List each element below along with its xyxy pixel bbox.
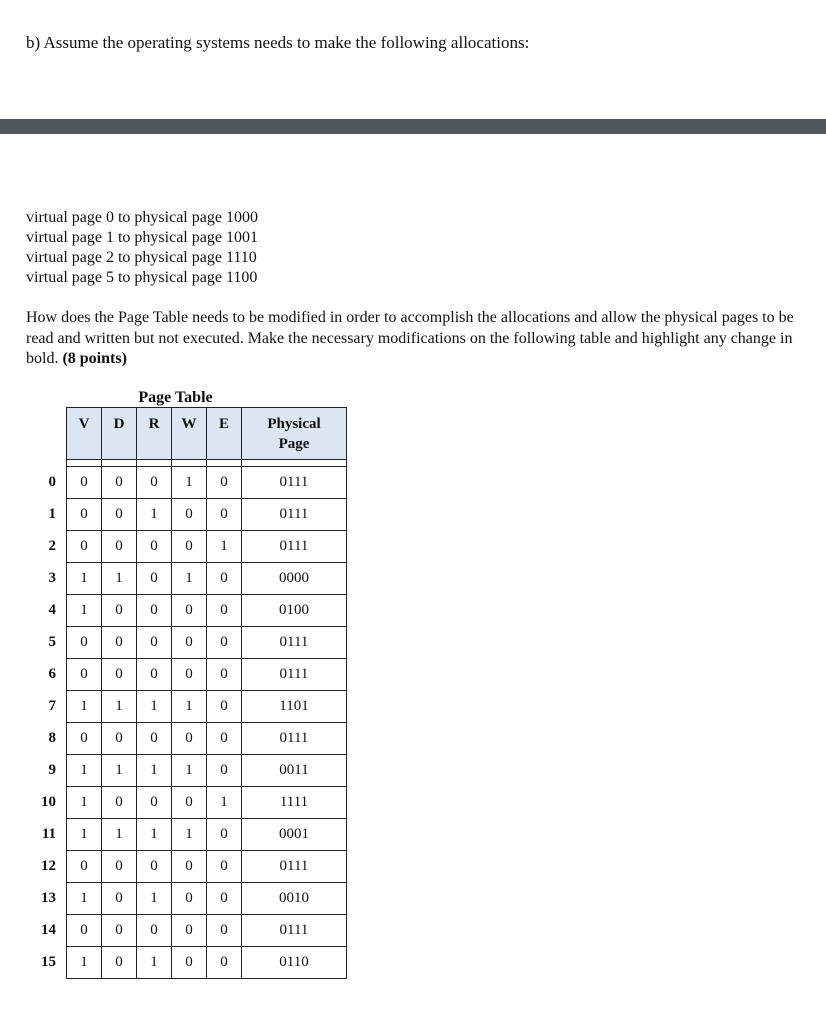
bit-cell-w: 0 <box>172 947 207 979</box>
bit-cell-d: 0 <box>102 947 137 979</box>
header-physical-line2: Page <box>278 436 310 452</box>
allocation-item: virtual page 5 to physical page 1100 <box>26 269 258 286</box>
table-row <box>67 947 347 979</box>
bit-cell-w: 0 <box>172 595 207 627</box>
bit-cell-e: 0 <box>207 883 242 915</box>
bit-cell-e: 0 <box>207 851 242 883</box>
allocation-item: virtual page 1 to physical page 1001 <box>26 229 258 246</box>
page-table-title: Page Table <box>138 389 213 406</box>
physical-page-cell: 0011 <box>242 755 347 787</box>
table-row <box>67 819 347 851</box>
table-row <box>67 915 347 947</box>
row-index-label: 7 <box>48 698 56 714</box>
bit-cell-v: 1 <box>67 883 102 915</box>
bit-cell-r: 1 <box>137 691 172 723</box>
row-index-label: 10 <box>41 794 56 810</box>
bit-cell-r: 1 <box>137 755 172 787</box>
bit-cell-v: 0 <box>67 915 102 947</box>
row-index-label: 15 <box>41 954 56 970</box>
bit-cell-r: 1 <box>137 947 172 979</box>
bit-cell-v: 1 <box>67 755 102 787</box>
table-row <box>67 723 347 755</box>
header-physical-page <box>242 408 347 460</box>
bit-cell-w: 0 <box>172 723 207 755</box>
row-index-label: 14 <box>41 922 56 938</box>
bit-cell-r: 1 <box>137 883 172 915</box>
physical-page-cell: 1101 <box>242 691 347 723</box>
page-table <box>66 407 347 979</box>
bit-cell-e: 0 <box>207 627 242 659</box>
physical-page-cell: 0111 <box>242 851 347 883</box>
table-row <box>67 883 347 915</box>
bit-cell-e: 0 <box>207 563 242 595</box>
table-row <box>67 467 347 499</box>
bit-cell-d: 0 <box>102 723 137 755</box>
bit-cell-w: 0 <box>172 787 207 819</box>
bit-cell-w: 0 <box>172 531 207 563</box>
page-table-header-row <box>67 408 347 460</box>
bit-cell-w: 1 <box>172 467 207 499</box>
table-row <box>67 691 347 723</box>
bit-cell-v: 1 <box>67 819 102 851</box>
bit-cell-e: 0 <box>207 755 242 787</box>
row-index-column <box>30 466 56 978</box>
bit-cell-w: 0 <box>172 499 207 531</box>
bit-cell-e: 1 <box>207 787 242 819</box>
bit-cell-w: 1 <box>172 691 207 723</box>
bit-cell-d: 0 <box>102 499 137 531</box>
bit-cell-r: 0 <box>137 787 172 819</box>
bit-cell-d: 0 <box>102 851 137 883</box>
bit-cell-r: 0 <box>137 563 172 595</box>
table-row <box>67 787 347 819</box>
bit-cell-w: 0 <box>172 915 207 947</box>
physical-page-cell: 0111 <box>242 723 347 755</box>
bit-cell-r: 0 <box>137 627 172 659</box>
table-row <box>67 627 347 659</box>
row-index-label: 6 <box>48 666 56 682</box>
bit-cell-v: 1 <box>67 563 102 595</box>
allocation-item: virtual page 2 to physical page 1110 <box>26 249 257 266</box>
header-physical-line1: Physical <box>267 416 321 432</box>
bit-cell-v: 0 <box>67 851 102 883</box>
bit-cell-v: 1 <box>67 947 102 979</box>
table-row <box>67 595 347 627</box>
row-index-label: 9 <box>48 762 56 778</box>
row-index-label: 3 <box>48 570 56 586</box>
physical-page-cell: 0111 <box>242 915 347 947</box>
bit-cell-e: 0 <box>207 723 242 755</box>
bit-cell-v: 0 <box>67 659 102 691</box>
physical-page-cell: 0111 <box>242 659 347 691</box>
row-index-label: 4 <box>48 602 56 618</box>
bit-cell-w: 0 <box>172 851 207 883</box>
bit-cell-v: 1 <box>67 595 102 627</box>
table-spacer-row <box>67 460 347 467</box>
table-row <box>67 563 347 595</box>
bit-cell-d: 0 <box>102 467 137 499</box>
table-row <box>67 659 347 691</box>
physical-page-cell: 0110 <box>242 947 347 979</box>
bit-cell-d: 1 <box>102 755 137 787</box>
bit-cell-e: 0 <box>207 659 242 691</box>
bit-cell-r: 0 <box>137 915 172 947</box>
row-index-label: 12 <box>41 858 56 874</box>
physical-page-cell: 0001 <box>242 819 347 851</box>
header-e: E <box>207 408 242 460</box>
physical-page-cell: 0000 <box>242 563 347 595</box>
bit-cell-w: 0 <box>172 883 207 915</box>
row-index-label: 1 <box>48 506 56 522</box>
row-index-label: 0 <box>48 474 56 490</box>
physical-page-cell: 0100 <box>242 595 347 627</box>
header-w: W <box>172 408 207 460</box>
bit-cell-v: 0 <box>67 531 102 563</box>
physical-page-cell: 0010 <box>242 883 347 915</box>
divider-bar <box>0 119 826 134</box>
bit-cell-v: 0 <box>67 467 102 499</box>
bit-cell-e: 0 <box>207 467 242 499</box>
table-row <box>67 851 347 883</box>
bit-cell-e: 1 <box>207 531 242 563</box>
bit-cell-d: 0 <box>102 883 137 915</box>
spacer-cell <box>172 460 207 467</box>
bit-cell-e: 0 <box>207 947 242 979</box>
bit-cell-d: 0 <box>102 627 137 659</box>
bit-cell-v: 0 <box>67 723 102 755</box>
bit-cell-d: 1 <box>102 691 137 723</box>
bit-cell-d: 0 <box>102 659 137 691</box>
bit-cell-w: 0 <box>172 627 207 659</box>
physical-page-cell: 1111 <box>242 787 347 819</box>
table-row <box>67 499 347 531</box>
physical-page-cell: 0111 <box>242 627 347 659</box>
bit-cell-r: 0 <box>137 659 172 691</box>
bit-cell-v: 1 <box>67 787 102 819</box>
bit-cell-e: 0 <box>207 499 242 531</box>
header-d: D <box>102 408 137 460</box>
question-body: How does the Page Table needs to be modified in order to accomplish the allocations and allow the physical pages to be read and written but not executed. Make the necessary modifications on the following table and highlight any change in bold. <box>26 309 794 367</box>
bit-cell-e: 0 <box>207 691 242 723</box>
bit-cell-d: 1 <box>102 819 137 851</box>
bit-cell-e: 0 <box>207 595 242 627</box>
physical-page-cell: 0111 <box>242 499 347 531</box>
bit-cell-e: 0 <box>207 819 242 851</box>
bit-cell-w: 1 <box>172 755 207 787</box>
bit-cell-r: 1 <box>137 819 172 851</box>
bit-cell-d: 0 <box>102 595 137 627</box>
bit-cell-v: 0 <box>67 499 102 531</box>
table-row <box>67 531 347 563</box>
question-heading: b) Assume the operating systems needs to make the following allocations: <box>26 33 530 52</box>
spacer-cell <box>102 460 137 467</box>
bit-cell-d: 0 <box>102 787 137 819</box>
physical-page-cell: 0111 <box>242 531 347 563</box>
allocation-item: virtual page 0 to physical page 1000 <box>26 209 258 226</box>
spacer-cell <box>67 460 102 467</box>
bit-cell-w: 0 <box>172 659 207 691</box>
row-index-label: 13 <box>41 890 56 906</box>
spacer-cell <box>242 460 347 467</box>
physical-page-cell: 0111 <box>242 467 347 499</box>
bit-cell-d: 1 <box>102 563 137 595</box>
table-row <box>67 755 347 787</box>
bit-cell-w: 1 <box>172 819 207 851</box>
bit-cell-v: 1 <box>67 691 102 723</box>
row-index-label: 2 <box>48 538 56 554</box>
bit-cell-r: 1 <box>137 499 172 531</box>
question-points: (8 points) <box>62 350 127 367</box>
bit-cell-r: 0 <box>137 851 172 883</box>
header-r: R <box>137 408 172 460</box>
bit-cell-r: 0 <box>137 531 172 563</box>
bit-cell-r: 0 <box>137 595 172 627</box>
allocation-list <box>26 208 258 288</box>
bit-cell-e: 0 <box>207 915 242 947</box>
row-index-label: 8 <box>48 730 56 746</box>
bit-cell-d: 0 <box>102 915 137 947</box>
bit-cell-w: 1 <box>172 563 207 595</box>
bit-cell-r: 0 <box>137 723 172 755</box>
bit-cell-d: 0 <box>102 531 137 563</box>
question-text <box>26 308 796 370</box>
row-index-label: 11 <box>41 826 56 842</box>
bit-cell-r: 0 <box>137 467 172 499</box>
header-v: V <box>67 408 102 460</box>
bit-cell-v: 0 <box>67 627 102 659</box>
row-index-label: 5 <box>48 634 56 650</box>
spacer-cell <box>137 460 172 467</box>
spacer-cell <box>207 460 242 467</box>
